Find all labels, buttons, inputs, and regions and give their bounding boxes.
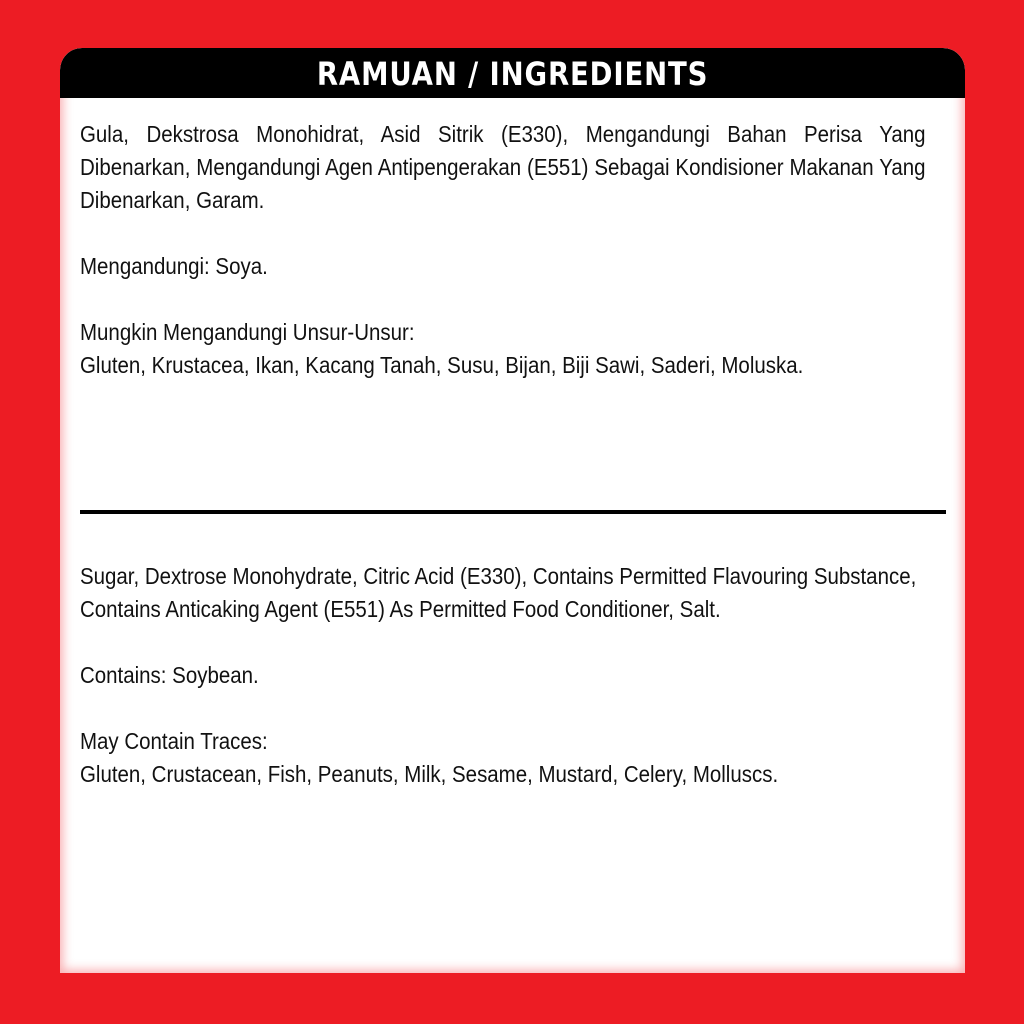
malay-contains-text: Mengandungi: Soya. (80, 253, 268, 279)
english-ingredients-line-1: Sugar, Dextrose Monohydrate, Citric Acid (E330), Contains Permitted Flavouring Substance, (80, 563, 917, 589)
english-may-contain-heading: May Contain Traces: (80, 728, 268, 754)
ingredients-title: RAMUAN / INGREDIENTS (316, 55, 709, 93)
malay-may-contain-heading: Mungkin Mengandungi Unsur-Unsur: (80, 319, 415, 345)
ingredients-panel (60, 48, 965, 973)
malay-may-contain-list: Gluten, Krustacea, Ikan, Kacang Tanah, Susu, Bijan, Biji Sawi, Saderi, Moluska. (80, 352, 804, 378)
english-ingredients-line-2: Contains Anticaking Agent (E551) As Permitted Food Conditioner, Salt. (80, 596, 721, 622)
english-contains-text: Contains: Soybean. (80, 662, 259, 688)
ingredients-header (60, 48, 965, 98)
malay-ingredients-text: Gula, Dekstrosa Monohidrat, Asid Sitrik (E330), Mengandungi Bahan Perisa Yang Dibenarkan, Mengandungi Agen Antipengerakan (E551) Sebagai Kondisioner Makanan Yang Dibenarkan, Garam. (80, 121, 926, 213)
malay-section (80, 118, 926, 382)
language-divider (80, 510, 946, 514)
english-section (80, 560, 926, 791)
english-may-contain-list: Gluten, Crustacean, Fish, Peanuts, Milk, Sesame, Mustard, Celery, Molluscs. (80, 761, 779, 787)
